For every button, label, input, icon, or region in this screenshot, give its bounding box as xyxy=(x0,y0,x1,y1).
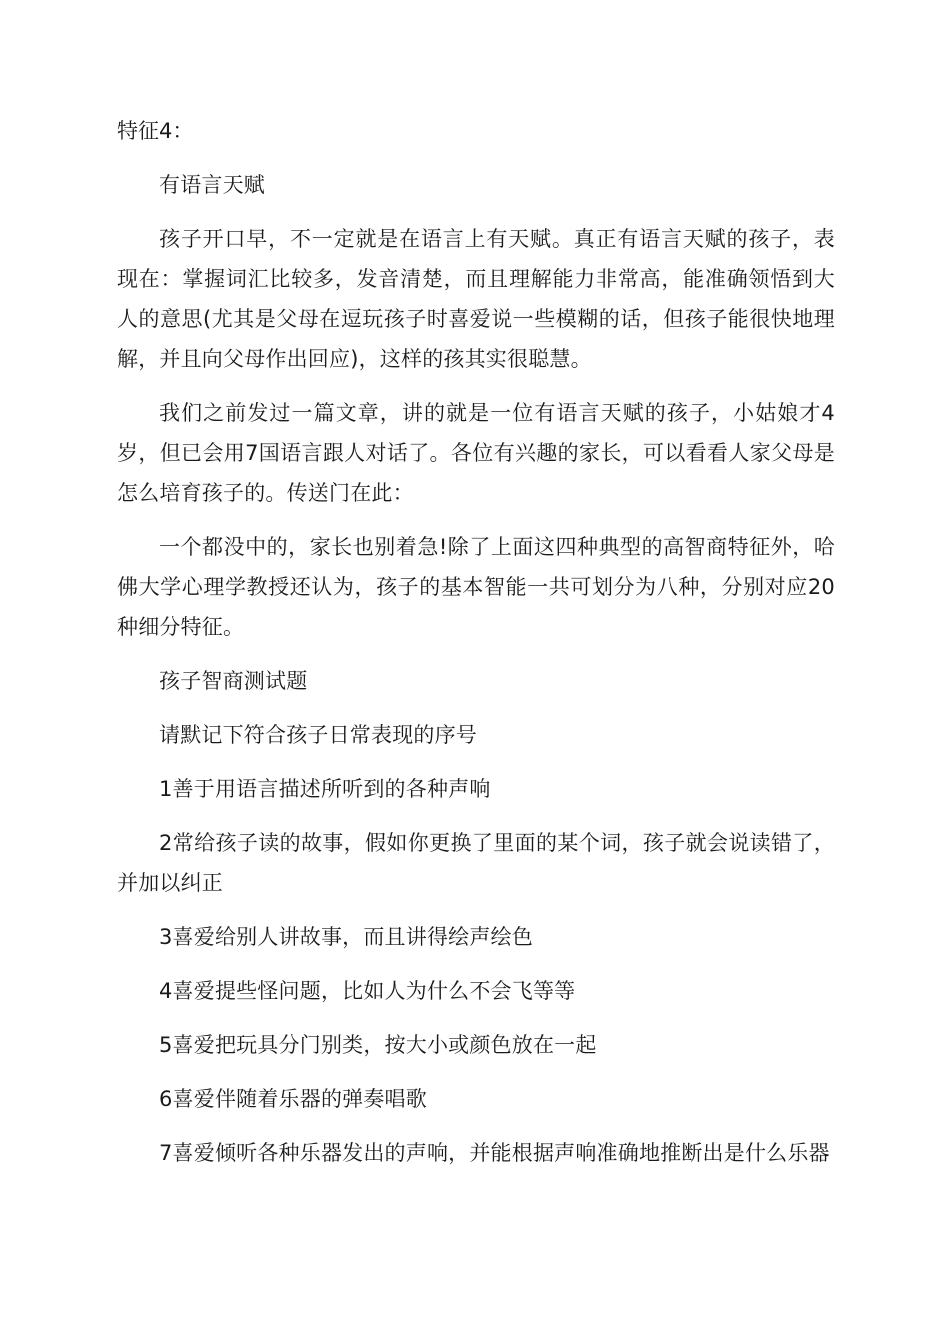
document-body xyxy=(117,111,835,1187)
list-item: 4喜爱提些怪问题，比如人为什么不会飞等等 xyxy=(159,979,576,1003)
paragraph: 孩子开口早，不一定就是在语言上有天赋。真正有语言天赋的孩子，表现在：掌握词汇比较多，发音清楚，而且理解能力非常高，能准确领悟到大人的意思(尤其是父母在逗玩孩子时喜爱说一些模糊的话，但孩子能很快地理解，并且向父母作出回应)，这样的孩其实很聪慧。 xyxy=(117,227,835,371)
paragraph: 一个都没中的，家长也别着急!除了上面这四种典型的高智商特征外，哈佛大学心理学教授还认为，孩子的基本智能一共可划分为八种，分别对应20种细分特征。 xyxy=(117,535,835,639)
list-item: 5喜爱把玩具分门别类，按大小或颜色放在一起 xyxy=(159,1033,597,1057)
list-item: 2常给孩子读的故事，假如你更换了里面的某个词，孩子就会说读错了，并加以纠正 xyxy=(117,831,835,895)
section-heading: 特征4： xyxy=(117,119,194,143)
paragraph-subheading: 有语言天赋 xyxy=(159,173,265,197)
paragraph-subheading: 孩子智商测试题 xyxy=(159,669,308,693)
list-item: 1善于用语言描述所听到的各种声响 xyxy=(159,777,491,801)
list-item: 6喜爱伴随着乐器的弹奏唱歌 xyxy=(159,1087,427,1111)
list-item: 7喜爱倾听各种乐器发出的声响，并能根据声响准确地推断出是什么乐器 xyxy=(159,1141,830,1165)
list-item: 3喜爱给别人讲故事，而且讲得绘声绘色 xyxy=(159,925,533,949)
paragraph: 我们之前发过一篇文章，讲的就是一位有语言天赋的孩子，小姑娘才4岁，但已会用7国语言跟人对话了。各位有兴趣的家长，可以看看人家父母是怎么培育孩子的。传送门在此： xyxy=(117,401,835,505)
paragraph: 请默记下符合孩子日常表现的序号 xyxy=(159,723,477,747)
